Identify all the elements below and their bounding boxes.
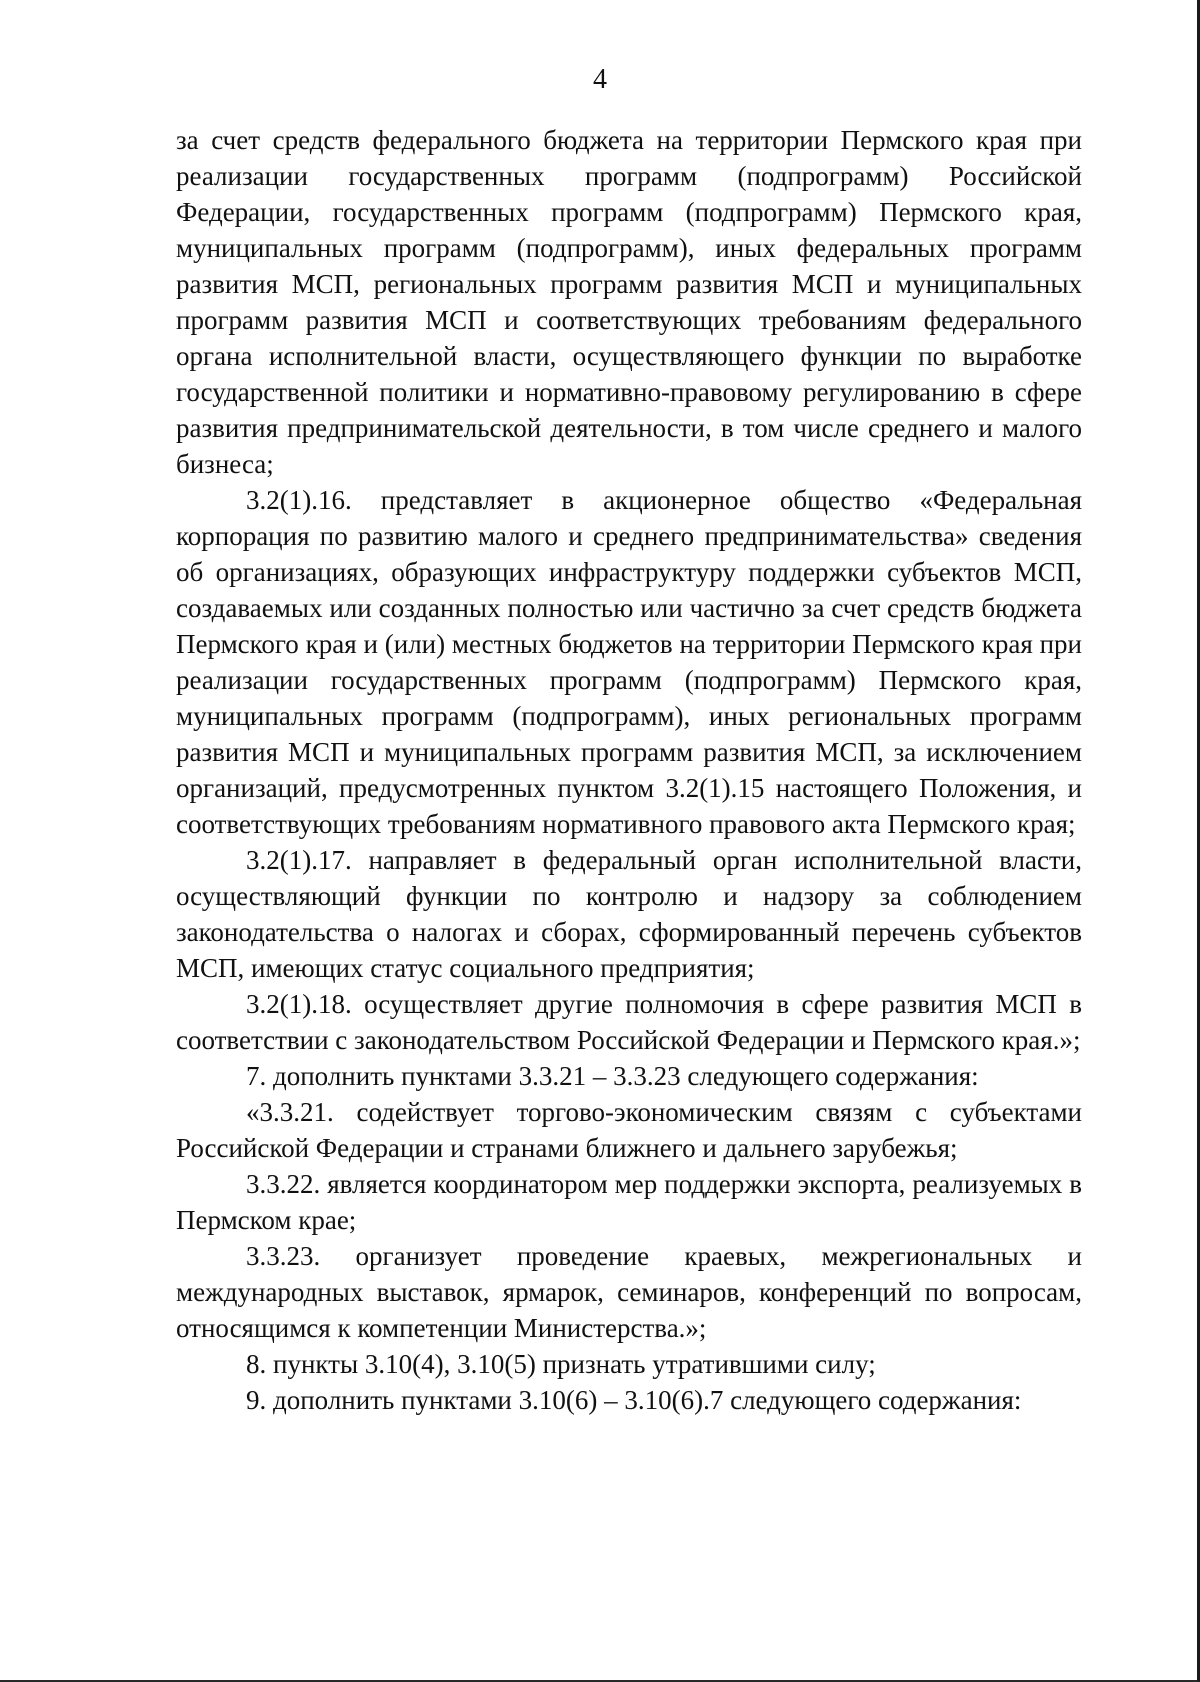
paragraph: 3.2(1).18. осуществляет другие полномочия в сфере развития МСП в соответствии с законодательством Российской Федерации и Пермского края.»; <box>176 989 1082 1055</box>
paragraph: 3.2(1).17. направляет в федеральный орган исполнительной власти, осуществляющий функции по контролю и надзору за соблюдением законодательства о налогах и сборах, сформированный перечень субъектов МСП, имеющих статус социального предприятия; <box>176 845 1082 983</box>
page-number: 4 <box>593 64 607 95</box>
paragraph: 7. дополнить пунктами 3.3.21 – 3.3.23 следующего содержания: <box>246 1061 979 1091</box>
paragraph: «3.3.21. содействует торгово-экономическим связям с субъектами Российской Федерации и странами ближнего и дальнего зарубежья; <box>176 1097 1082 1163</box>
paragraph: 9. дополнить пунктами 3.10(6) – 3.10(6).7 следующего содержания: <box>246 1385 1022 1415</box>
paragraph: 3.3.23. организует проведение краевых, межрегиональных и международных выставок, ярмарок, семинаров, конференций по вопросам, относящимся к компетенции Министерства.»; <box>176 1241 1082 1343</box>
paragraph: 3.2(1).16. представляет в акционерное общество «Федеральная корпорация по развитию малого и среднего предпринимательства» сведения об организациях, образующих инфраструктуру поддержки субъектов МСП, создаваемых или созданных полностью или частично за счет средств бюджета Пермского края и (или) местных бюджетов на территории Пермского края при реализации государственных программ (подпрограмм) Пермского края, муниципальных программ (подпрограмм), иных региональных программ развития МСП и муниципальных программ развития МСП, за исключением организаций, предусмотренных пунктом 3.2(1).15 настоящего Положения, и соответствующих требованиям нормативного правового акта Пермского края; <box>176 485 1082 839</box>
paragraph: 3.3.22. является координатором мер поддержки экспорта, реализуемых в Пермском крае; <box>176 1169 1082 1235</box>
paragraph: за счет средств федерального бюджета на территории Пермского края при реализации государственных программ (подпрограмм) Российской Федерации, государственных программ (подпрограмм) Пермского края, муниципальных программ (подпрограмм), иных федеральных программ развития МСП, региональных программ развития МСП и муниципальных программ развития МСП и соответствующих требованиям федерального органа исполнительной власти, осуществляющего функции по выработке государственной политики и нормативно-правовому регулированию в сфере развития предпринимательской деятельности, в том числе среднего и малого бизнеса; <box>176 125 1082 479</box>
document-body <box>176 122 1082 1418</box>
paragraph: 8. пункты 3.10(4), 3.10(5) признать утратившими силу; <box>246 1349 876 1379</box>
